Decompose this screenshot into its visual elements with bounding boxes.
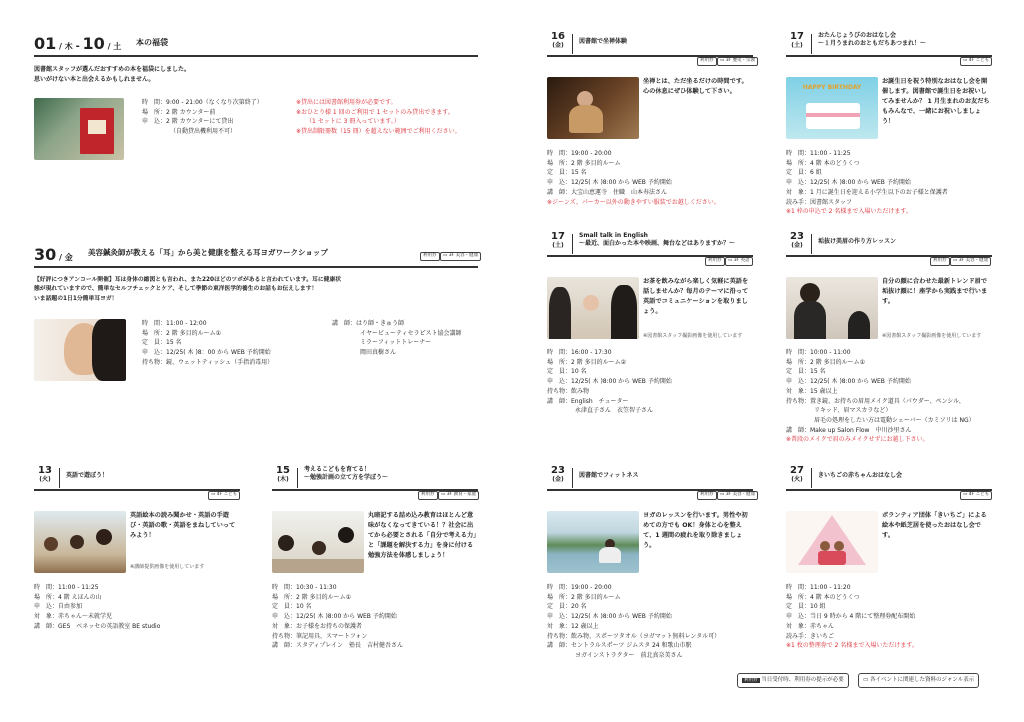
event-fukubukuro <box>34 32 478 172</box>
book-icon: ▭ <box>443 253 449 258</box>
event-date: 16 (金) <box>551 31 565 49</box>
event-title: Small talk in English ～最近、面白かった本や映画、舞台などはありますか？～ <box>579 232 736 248</box>
event-details: 時 間：10:30 - 11:30 場 所：2 階 多目的ルーム① 定 員：10 名 申 込：12/25( 木 )8:00 から WEB 予約開始 対 象：お子様をお持ちの保護者 持ち物：筆記用具、スマートフォン 講 師：スタディプレイン 塾長 吉村健吾さん <box>272 584 403 650</box>
event-description: 【好評につきアンコール開催】耳は身体の縮図とも言われ、また220ほどのツボがあると言われています。耳に健康状 態が現れていますので、簡単なセルフチェックとケア、そして季節の東洋医学的養生のお話もお伝えします！ いま話題の1日1分簡単耳ヨガ！ <box>34 277 342 302</box>
event-date: 17 (土) <box>551 231 565 249</box>
ticket-tag: 利用券 <box>697 491 717 500</box>
event-details: 時 間：10:00 - 11:00 場 所：2 階 多目的ルーム① 定 員：15 名 申 込：12/25( 木 )8:00 から WEB 予約開始 対 象：15 歳以上 持ち物：置き鏡、お持ちの眉用メイク道具（パウダー、ペンシル、 リキッド、眉マスカラなど） 眉毛の処理をしたい方は電動シェーバー（カミソリは NG） 講 師：Make up Salon Flow 中川沙里さん ※普段のメイクで眉のみメイクせずにお越し下さい。 <box>786 349 975 444</box>
event-title: 美容鍼灸師が教える「耳」から美と健康を整える耳ヨガワークショップ <box>88 248 328 257</box>
genre-tag: ▭ 4F こども <box>960 491 992 500</box>
fukubukuro-photo <box>34 98 124 160</box>
event-title: 本の福袋 <box>136 38 168 47</box>
event-description: お誕生日を祝う特別なおはなし会を開催します。図書館で誕生日をお祝いしてみませんか？ 1 月生まれのお友だちもみんなで、一緒にお祝いしましょう！ <box>882 78 990 125</box>
event-date: 30 / 金 <box>34 245 73 264</box>
event-description: 英語絵本の読み聞かせ・英語の手遊び・英語の歌・英語をまねしていってみよう！ <box>130 512 236 539</box>
zazen-photo <box>547 77 639 139</box>
book-icon: ▭ <box>863 677 869 683</box>
cake-text: HAPPY BIRTHDAY <box>802 84 862 91</box>
eyebrow-photo <box>786 277 878 339</box>
event-details: 時 間：16:00 - 17:30 場 所：2 階 多目的ルーム② 定 員：10 名 申 込：12/25( 木 )8:00 から WEB 予約開始 持ち物：飲み物 講 師：English チューター 永津直子さん 衣笠智子さん <box>547 349 672 415</box>
birthday-cake-photo <box>786 77 878 139</box>
event-small-talk <box>547 232 753 432</box>
photo-note: ※図書館スタッフ撮影画像を使用しています <box>882 333 982 339</box>
event-date: 23 (金) <box>551 465 565 483</box>
genre-tag: ▭ 3F 美容・健康 <box>950 257 991 266</box>
ticket-tag: 利用券 <box>930 257 950 266</box>
event-date: 15 (木) <box>276 465 290 483</box>
event-instructor: 講 師：はり師・きゅう師 イヤービューティセラピスト協会講師 ミラーフィットトレーナー 岡田真樹さん <box>332 320 462 357</box>
book-icon: ▭ <box>963 492 969 497</box>
event-title: おたんじょうびのおはなし会 ～１月うまれのおともだちあつまれ！～ <box>818 32 927 48</box>
event-details: 時 間：9:00 - 21:00（なくなり次第終了） 場 所：2 階 カウンター前 申 込：2 階 カウンターにて貸出 （自動貸出機利用不可） <box>142 99 263 136</box>
genre-tag: ▭ 3F 歴史・宗教 <box>717 57 758 66</box>
book-icon: ▭ <box>720 58 726 63</box>
event-description: お茶を飲みながら楽しく気軽に英語を話しませんか？毎月のテーマに沿って英語でコミュニケーションを取りましょう。 <box>643 278 749 315</box>
book-icon: ▭ <box>441 492 447 497</box>
event-description: ボランティア団体「きいちご」による絵本や紙芝居を使ったおはなし会です。 <box>882 512 987 539</box>
ear-yoga-photo <box>34 319 126 381</box>
event-details: 時 間：11:00 - 11:25 場 所：4 階 えほんの山 申 込：自由参加 対 象：赤ちゃん～未就学児 講 師：GES ベネッセの英語教室 BE studio <box>34 584 161 630</box>
event-details: 時 間：11:00 - 11:20 場 所：4 階 本のどうくつ 定 員：10 組 申 込：当日 9 時から 4 階にて整理券配布開始 対 象：赤ちゃん 読み手：きいちご ※1 枚の整理券で 2 名様まで入場いただけます。 <box>786 584 918 650</box>
event-details: 時 間：11:00 - 12:00 場 所：2 階 多目的ルーム① 定 員：15 名 申 込：12/25( 木 )8：00 から WEB 予約開始 持ち物：鏡、ウェットティッシュ（手指消毒用） <box>142 320 274 366</box>
book-icon: ▭ <box>728 258 734 263</box>
genre-tag: ▭ 3F 美容・健康 <box>440 252 481 261</box>
event-description: 自分の顔に合わせた最新トレンド眉で垢抜け顔に！座学から実践まで行います。 <box>882 278 988 305</box>
event-title: 考えるこどもを育てる！ ～勉強計画の立て方を学ぼう～ <box>304 466 389 482</box>
event-study-plan <box>272 466 478 656</box>
book-icon: ▭ <box>963 58 969 63</box>
event-title: 英語で遊ぼう！ <box>66 472 109 479</box>
genre-tag: ▭ 3F 教育・家庭 <box>438 491 479 500</box>
event-kiichigo <box>786 466 992 666</box>
genre-tag: ▭ 3F 美容・健康 <box>717 491 758 500</box>
event-description: 丸暗記する詰め込み教育はほとんど意味がなくなってきている！？社会に出てから必要とされる「自分で考える力」と「課題を解決する力」を身に付ける勉強方法を体感しましょう！ <box>368 512 477 559</box>
event-eyebrow <box>786 232 992 462</box>
book-icon: ▭ <box>953 258 959 263</box>
book-icon: ▭ <box>211 492 217 497</box>
event-ear-yoga <box>34 243 478 383</box>
book-icon: ▭ <box>720 492 726 497</box>
genre-tag: ▭ 3F 英語 <box>725 257 753 266</box>
event-details: 時 間：19:00 - 20:00 場 所：2 階 多目的ルーム 定 員：15 名 申 込：12/25( 木 )8:00 から WEB 予約開始 講 師：大宝山恵運寺 住職 山本寿法さん ※ジーンズ、パーカー以外の動きやすい服装でお越しください。 <box>547 150 720 206</box>
legend-ticket: 利用券 当日受付時、利用券の提示が必要 <box>737 673 849 688</box>
genre-tag: ▭ 4F こども <box>208 491 240 500</box>
event-birthday <box>786 32 992 217</box>
event-date: 27 (火) <box>790 465 804 483</box>
ticket-tag: 利用券 <box>705 257 725 266</box>
yoga-lake-photo <box>547 511 639 573</box>
event-date: 01 / 木 - 10 / 土 <box>34 34 122 53</box>
photo-note: ※講師提供画像を使用しています <box>130 564 205 570</box>
legend-genre: ▭ 各イベントに関連した資料のジャンル表示 <box>858 673 979 688</box>
event-notes: ※貸出には図書館利用券が必要です。 ※おひとり様 1 回のご利用で 1 セットのみ貸出できます。 （1 セットに 3 冊入っています。） ※貸出制限冊数（15 冊）を超えない範囲でご利用ください。 <box>296 99 461 136</box>
event-description: 坐禅とは、ただ坐るだけの時間です。心の休息にぜひ体験して下さい。 <box>643 78 748 95</box>
event-english-play <box>34 466 240 646</box>
event-title: 垢抜け美眉の作り方レッスン <box>818 238 896 245</box>
genre-tag: ▭ 4F こども <box>960 57 992 66</box>
photo-note: ※図書館スタッフ撮影画像を使用しています <box>643 333 743 339</box>
ticket-tag: 利用券 <box>697 57 717 66</box>
event-details: 時 間：19:00 - 20:00 場 所：2 階 多目的ルーム 定 員：20 名 申 込：12/25( 木 )8:00 から WEB 予約開始 対 象：12 歳以上 持ち物：飲み物、スポーツタオル（ヨガマット無料レンタル可） 講 師：セントラルスポーツ ジムスタ 24 和歌山市駅 ヨガインストラクター 前北真奈美さん <box>547 584 721 660</box>
study-photo <box>272 511 364 573</box>
event-date: 23 (金) <box>790 231 804 249</box>
ticket-tag: 利用券 <box>418 491 438 500</box>
event-description: 図書館スタッフが選んだおすすめの本を福袋にしました。 思いがけない本と出会えるかもしれません。 <box>34 66 191 83</box>
event-date: 17 (土) <box>790 31 804 49</box>
event-fitness <box>547 465 756 676</box>
event-date: 13 (火) <box>38 465 52 483</box>
event-details: 時 間：11:00 - 11:25 場 所：4 階 本のどうくつ 定 員：6 組 申 込：12/25( 木 )8:00 から WEB 予約開始 対 象：1 月に誕生日を迎える小学生以下のお子様と保護者 読み手：図書館スタッフ ※1 枠の申込で 2 名様まで入場いただけます。 <box>786 150 948 216</box>
ticket-tag: 利用券 <box>420 252 440 261</box>
english-play-photo <box>34 511 126 573</box>
event-description: ヨガのレッスンを行います。男性や初めての方でも OK！身体と心を整えて、1 週間の疲れを取り除きましょう。 <box>643 512 748 549</box>
event-title: 図書館で坐禅体験 <box>579 38 628 45</box>
event-title: 図書館でフィットネス <box>579 472 639 479</box>
small-talk-photo <box>547 277 639 339</box>
picture-book-illustration <box>786 511 878 573</box>
event-zazen <box>547 31 756 217</box>
event-title: きいちごの赤ちゃんおはなし会 <box>818 472 903 479</box>
